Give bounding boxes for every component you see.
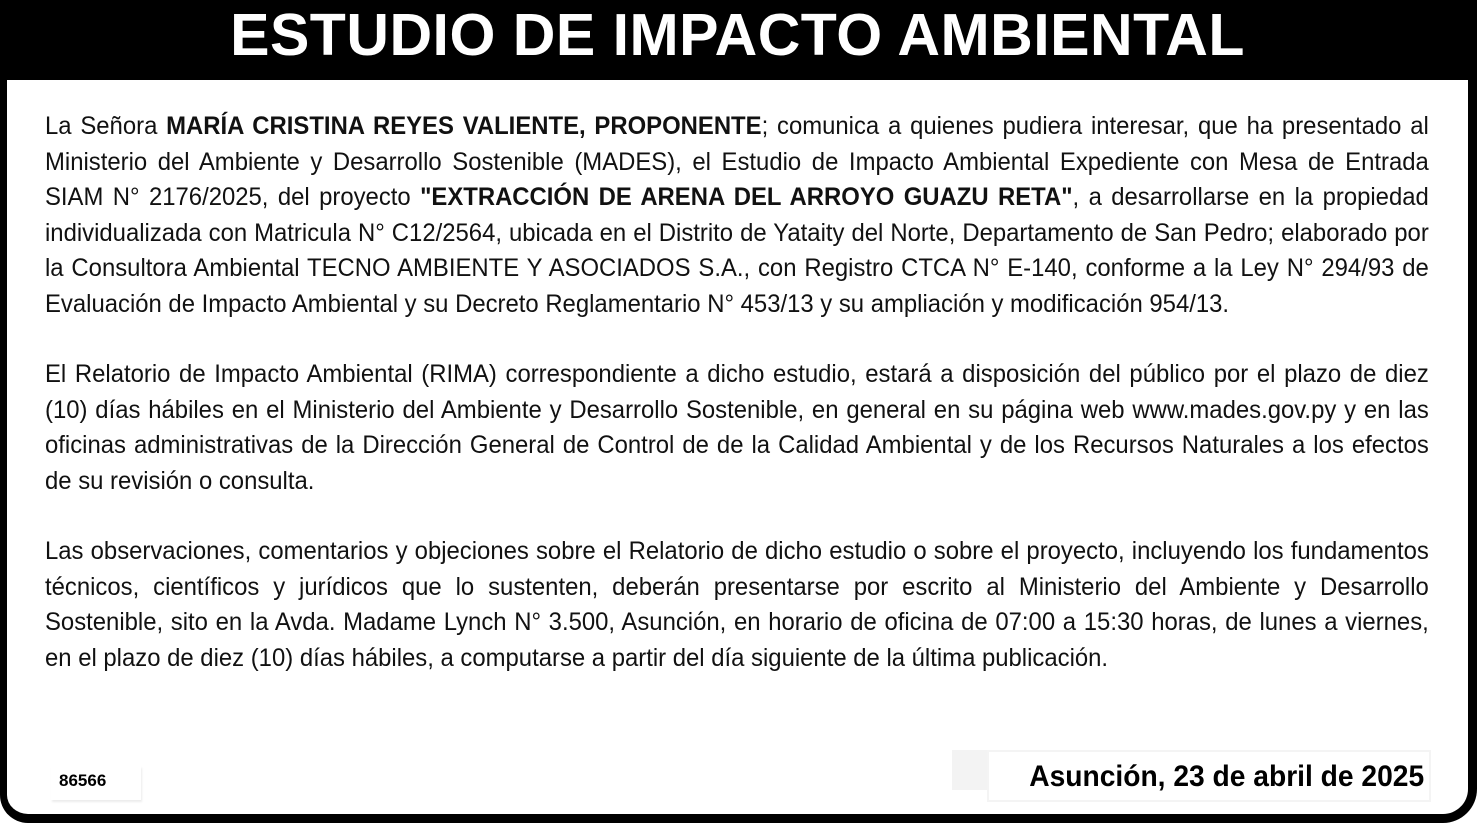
notice-title: ESTUDIO DE IMPACTO AMBIENTAL	[230, 2, 1245, 68]
title-banner	[7, 0, 1468, 80]
notice-body	[45, 109, 1429, 676]
announcement-text-a: ; comunica a quienes pudiera interesar, que ha presentado al Ministerio del Ambiente y Desarrollo Sostenible (MADES), el Estudio de Impacto Ambiental Expediente con Mesa de Entrada SIAM N° 2176/2025, del proyecto	[45, 112, 1429, 211]
paragraph-observations: Las observaciones, comentarios y objeciones sobre el Relatorio de dicho estudio o sobre el proyecto, incluyendo los fundamentos técnicos, científicos y jurídicos que lo sustenten, deberán presentarse por escrito al Ministerio del Ambiente y Desarrollo Sostenible, sito en la Avda. Madame Lynch N° 3.500, Asunción, en horario de oficina de 07:00 a 15:30 horas, de lunes a viernes, en el plazo de diez (10) días hábiles, a computarse a partir del día siguiente de la última publicación.	[45, 537, 1429, 672]
project-name: "EXTRACCIÓN DE ARENA DEL ARROYO GUAZU RETA"	[420, 183, 1073, 211]
date-line: Asunción, 23 de abril de 2025	[1029, 760, 1424, 793]
announcement-text-b: , a desarrollarse en la propiedad individualizada con Matricula N° C12/2564, ubicada en el Distrito de Yataity del Norte, Departamento de San Pedro; elaborado por la Consultora Ambiental TECNO AMBIENTE Y ASOCIADOS S.A., con Registro CTCA N° E-140, conforme a la Ley N° 294/93 de Evaluación de Impacto Ambiental y su Decreto Reglamentario N° 453/13 y su ampliación y modificación 954/13.	[45, 183, 1429, 318]
paragraph-announcement	[45, 109, 1429, 322]
paragraph-rima-availability: El Relatorio de Impacto Ambiental (RIMA) correspondiente a dicho estudio, estará a disposición del público por el plazo de diez (10) días hábiles en el Ministerio del Ambiente y Desarrollo Sostenible, en general en su página web www.mades.gov.py y en las oficinas administrativas de la Dirección General de Control de de la Calidad Ambiental y de los Recursos Naturales a los efectos de su revisión o consulta.	[45, 360, 1429, 495]
proponent-name: MARÍA CRISTINA REYES VALIENTE, PROPONENTE	[166, 112, 762, 140]
intro-text: La Señora	[45, 112, 167, 140]
background-patch	[952, 750, 987, 790]
reference-number: 86566	[51, 766, 141, 800]
